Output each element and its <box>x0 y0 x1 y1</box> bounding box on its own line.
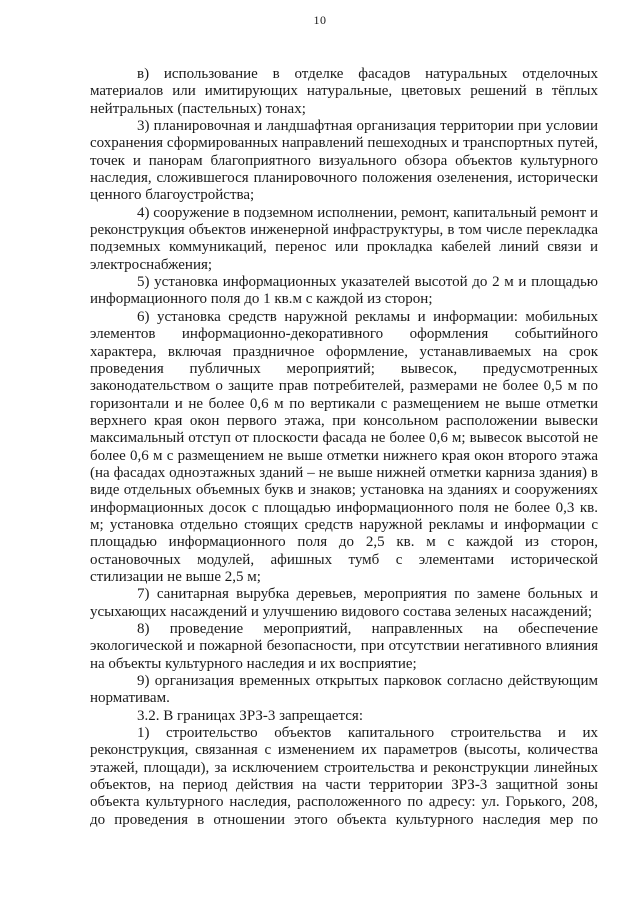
document-body <box>90 66 598 829</box>
page-number: 10 <box>313 13 327 27</box>
paragraph-item-7-sanitary-felling: 7) санитарная вырубка деревьев, мероприятия по замене больных и усыхающих насаждений и улучшению видового состава зеленых насаждений; <box>90 586 598 620</box>
paragraph-facade-finishing: в) использование в отделке фасадов натуральных отделочных материалов или имитирующих натуральные, цветовых решений в тёплых нейтральных (пастельных) тонах; <box>90 66 598 117</box>
paragraph-item-4-underground-infrastructure: 4) сооружение в подземном исполнении, ремонт, капитальный ремонт и реконструкция объектов инженерной инфраструктуры, в том числе перекладка подземных коммуникаций, перенос или прокладка кабелей линий связи и электроснабжения; <box>90 204 598 273</box>
paragraph-prohibition-item-1: 1) строительство объектов капитального строительства и их реконструкция, связанная с изменением их параметров (высоты, количества этажей, площади), за исключением строительства и реконструкции линейных объектов, на период действия на части территории ЗРЗ-3 защитной зоны объекта культурного наследия, расположенного по адресу: ул. Горького, 208, до проведения в отношении этого объекта культурного наследия мер по <box>90 725 598 828</box>
paragraph-item-9-temporary-parking: 9) организация временных открытых парковок согласно действующим нормативам. <box>90 673 598 707</box>
paragraph-item-3-landscape-planning: 3) планировочная и ландшафтная организация территории при условии сохранения сформированных направлений пешеходных и транспортных путей, точек и панорам благоприятного визуального обзора объектов культурного наследия, сложившегося планировочного положения озеленения, исторически ценного благоустройства; <box>90 118 598 204</box>
paragraph-item-5-information-signs: 5) установка информационных указателей высотой до 2 м и площадью информационного поля до 1 кв.м с каждой из сторон; <box>90 274 598 308</box>
paragraph-item-8-safety-measures: 8) проведение мероприятий, направленных на обеспечение экологической и пожарной безопасности, при отсутствии негативного влияния на объекты культурного наследия и их восприятие; <box>90 621 598 672</box>
paragraph-item-6-outdoor-advertising: 6) установка средств наружной рекламы и информации: мобильных элементов информационно-декоративного оформления событийного характера, включая праздничное оформление, устанавливаемых на срок проведения публичных мероприятий; вывесок, предусмотренных законодательством о защите прав потребителей, размерами не более 0,5 м по горизонтали и не более 0,6 м по вертикали с размещением не выше отметки верхнего края окон первого этажа, при консольном расположении вывески максимальный отступ от плоскости фасада не более 0,6 м; вывесок высотой не более 0,6 м с размещением не выше отметки нижнего края окон второго этажа (на фасадах одноэтажных зданий – не выше нижней отметки карниза здания) в виде отдельных объемных букв и знаков; установка на зданиях и сооружениях информационных досок с площадью информационного поля не более 0,3 кв. м; установка отдельно стоящих средств наружной рекламы и информации с площадью информационного поля до 2,5 кв. м с каждой из сторон, остановочных модулей, афишных тумб с элементами исторической стилизации не выше 2,5 м; <box>90 308 598 585</box>
section-heading-3-2: 3.2. В границах ЗРЗ-3 запрещается: <box>137 707 364 724</box>
